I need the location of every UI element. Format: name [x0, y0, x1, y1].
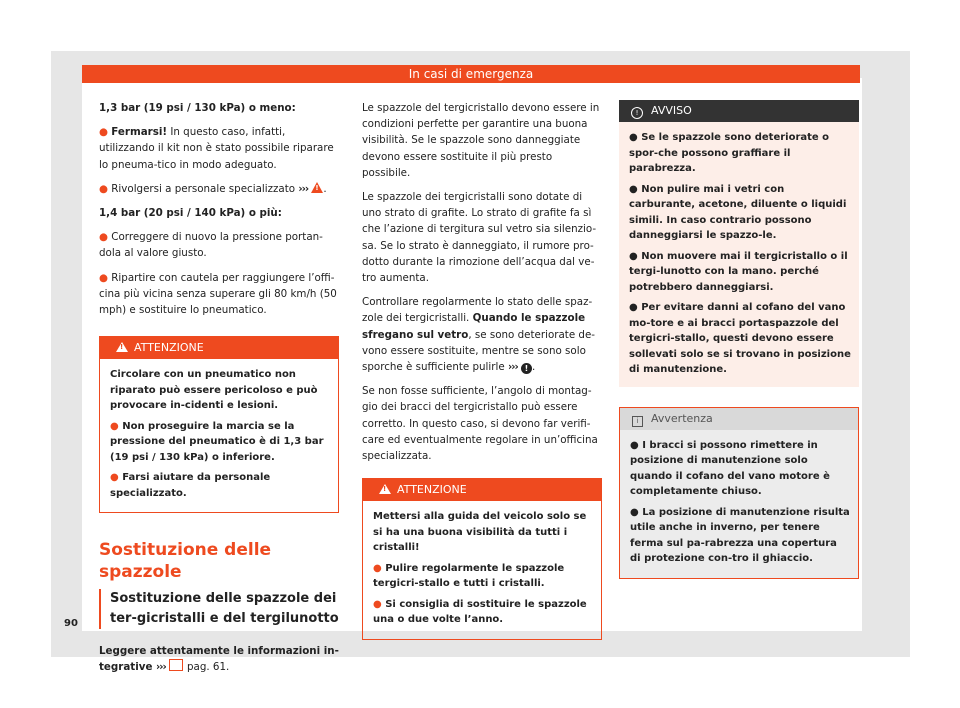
- bullet-icon: ●: [99, 271, 108, 284]
- notice-box: [619, 100, 859, 387]
- note-box-header: [620, 408, 858, 430]
- paragraph-graphite: Le spazzole dei tergicristalli sono dotate di uno strato di grafite. Lo strato di grafite fa sì che l’azione di tergitura sul vetro sia silenzio-sa. Se lo strato è danneggiato, il rumore pro-dotto durante la rimozione dell’acqua dal ve-tro aumenta.: [362, 191, 597, 285]
- notice-item: [629, 249, 851, 296]
- notice-item-text: Se le spazzole sono deteriorate o spor-che possono graffiare il parabrezza.: [629, 132, 830, 174]
- page-number: 90: [64, 618, 78, 629]
- bullet-icon: ●: [110, 420, 119, 432]
- paragraph-wipers-condition: Le spazzole del tergicristallo devono essere in condizioni perfette per garantire una buona visibilità. Se le spazzole sono danneggiate devono essere sostituite il più presto possibile.: [362, 102, 600, 179]
- bullet-icon: ●: [373, 598, 382, 610]
- note-item-text: I bracci si possono rimettere in posizione di manutenzione solo quando il cofano del vano motore è completamente chiuso.: [630, 439, 830, 497]
- note-title: Avvertenza: [651, 411, 713, 425]
- stop-text: In questo caso, infatti, utilizzando il kit non è stato possibile riparare lo pneuma-tico in modo adeguato.: [99, 126, 334, 171]
- bullet-specialist: ● Rivolgersi a personale specializzato ››› ! .: [99, 181, 339, 197]
- note-box: [619, 407, 859, 579]
- arrow-icon: ›››: [507, 361, 518, 374]
- page-reference[interactable]: pag. 61.: [186, 661, 230, 674]
- column-3: [619, 100, 859, 579]
- paragraph-check: Controllare regolarmente lo stato delle spaz-zole dei tergicristalli. Quando le spazzole sfregano sul vetro, se sono deteriorate de-vono essere sostituite, mentre se sono solo sporche è sufficiente pulirle ››› ! .: [362, 296, 596, 374]
- warning-item: [110, 470, 330, 501]
- specialist-text: Rivolgersi a personale specializzato: [111, 182, 296, 195]
- warning-box-tyre: [99, 336, 339, 513]
- paragraph-angle: Se non fosse sufficiente, l’angolo di montag-gio dei bracci del tergicristallo può essere corretto. In questo caso, si devono far verifi-care ed eventualmente regolare in un’officina specializzata.: [362, 385, 598, 463]
- notice-box-header: [619, 100, 859, 122]
- read-info: [99, 643, 339, 675]
- bullet-icon: ●: [630, 506, 639, 518]
- note-item: [630, 438, 850, 500]
- bullet-icon: ●: [99, 126, 108, 139]
- bullet-icon: ●: [629, 302, 638, 313]
- bullet-correct: [99, 229, 339, 261]
- bullet-icon: ●: [629, 132, 638, 143]
- read-info-text: Leggere attentamente le informazioni in-tegrative: [99, 645, 339, 674]
- warning-box-visibility: [362, 478, 602, 640]
- notice-item: [629, 130, 851, 177]
- column-2: [362, 100, 602, 640]
- subsection-title: Sostituzione delle spazzole dei ter-gicristalli e del tergilunotto: [99, 589, 339, 629]
- arrow-icon: ›››: [298, 182, 309, 195]
- warning-triangle-icon: [379, 484, 391, 494]
- info-circle-icon: !: [521, 363, 532, 374]
- check-text-c: , se sono deteriorate de-vono essere sostituite, mentre se sono solo sporche è sufficiente pulirle: [362, 328, 596, 374]
- restart-text: Ripartire con cautela per raggiungere l’offi-cina più vicina senza superare gli 80 km/h (50 mph) e sostituire lo pneumatico.: [99, 271, 337, 317]
- bullet-restart: [99, 270, 339, 319]
- info-square-icon: i: [632, 416, 643, 427]
- bullet-icon: ●: [373, 562, 382, 574]
- note-item-text: La posizione di manutenzione risulta utile anche in inverno, per tenere ferma sul pa-rabrezza una copertura di protezione con-tro il ghiaccio.: [630, 506, 850, 564]
- notice-box-body: [619, 122, 859, 387]
- stop-lead: Fermarsi!: [111, 126, 168, 139]
- bullet-stop: [99, 124, 339, 173]
- bullet-icon: ●: [630, 439, 639, 451]
- bullet-icon: ●: [629, 250, 638, 262]
- warning-item-text: Pulire regolarmente le spazzole tergicri-stallo e tutti i cristalli.: [373, 562, 565, 590]
- section-title: Sostituzione delle spazzole: [99, 540, 272, 583]
- warning-box-header: [363, 479, 601, 501]
- warning-item-text: Farsi aiutare da personale specializzato.: [110, 472, 271, 499]
- warning-intro: Circolare con un pneumatico non riparato può essere pericoloso e può provocare in-cidenti e lesioni.: [110, 369, 318, 412]
- warning-box-header: [100, 337, 338, 359]
- check-text-bold: Quando le spazzole sfregano sul vetro: [362, 312, 586, 341]
- book-icon: [169, 659, 183, 671]
- note-item: [630, 505, 850, 567]
- warning-triangle-icon: [311, 182, 323, 193]
- warning-triangle-icon: [116, 342, 128, 352]
- warning-box-body: [363, 501, 601, 639]
- note-box-body: [620, 430, 858, 578]
- notice-title: AVVISO: [651, 104, 692, 117]
- warning-item: [373, 597, 593, 628]
- column-1: [99, 100, 339, 684]
- warning-item: [373, 561, 593, 592]
- notice-item: [629, 182, 851, 244]
- warning-box-body: [100, 359, 338, 512]
- warning-item: [110, 419, 330, 466]
- page-header: In casi di emergenza: [82, 65, 860, 83]
- correct-text: Correggere di nuovo la pressione portan-dola al valore giusto.: [99, 231, 323, 260]
- notice-item-text: Non muovere mai il tergicristallo o il tergi-lunotto con la mano. perché potrebbero danneggiarsi.: [629, 250, 848, 293]
- arrow-icon: ›››: [156, 661, 166, 674]
- bullet-icon: ●: [99, 182, 108, 195]
- bullet-icon: ●: [629, 183, 638, 195]
- warning-item-text: Si consiglia di sostituire le spazzole una o due volte l’anno.: [373, 598, 587, 626]
- info-circle-icon: !: [631, 107, 643, 119]
- check-text-a: Controllare regolarmente lo stato delle spaz-zole dei tergicristalli.: [362, 296, 593, 325]
- pressure-heading-high: 1,4 bar (20 psi / 140 kPa) o più:: [99, 207, 282, 220]
- warning-intro: Mettersi alla guida del veicolo solo se si ha una buona visibilità da tutti i cristalli!: [373, 511, 587, 554]
- warning-item-text: Non proseguire la marcia se la pressione del pneumatico è di 1,3 bar (19 psi / 130 kPa) o inferiore.: [110, 420, 324, 463]
- bullet-icon: ●: [110, 472, 119, 484]
- notice-item: [629, 300, 851, 378]
- warning-title: ATTENZIONE: [397, 483, 467, 497]
- pressure-heading-low: 1,3 bar (19 psi / 130 kPa) o meno:: [99, 102, 296, 114]
- notice-item-text: Non pulire mai i vetri con carburante, acetone, diluente o liquidi simili. In caso contrario possono danneggiarsi le spazzo-le.: [629, 183, 847, 241]
- notice-item-text: Per evitare danni al cofano del vano mo-tore e ai bracci portaspazzole del tergicri-stallo, questi devono essere sollevati solo se si trovano in posizione di manutenzione.: [629, 302, 851, 375]
- bullet-icon: ●: [99, 231, 108, 244]
- warning-title: ATTENZIONE: [134, 341, 204, 355]
